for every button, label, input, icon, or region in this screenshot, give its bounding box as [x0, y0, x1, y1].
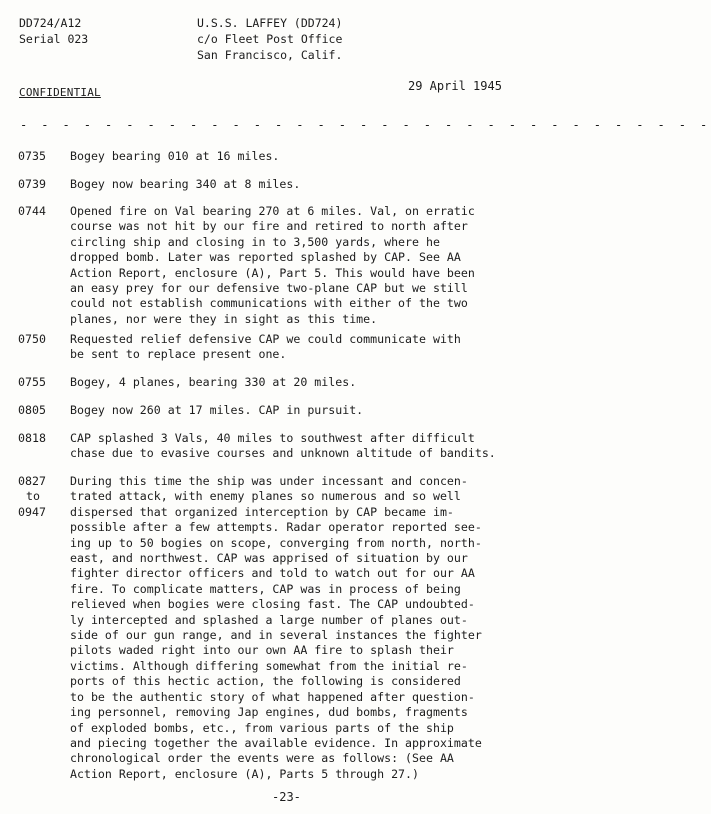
entry-time: 0755: [18, 375, 46, 389]
entry-time: 0818: [18, 431, 46, 445]
separator-line: - - - - - - - - - - - - - - - - - - - - - - - - - - - - - - - - -: [20, 118, 711, 132]
entry-line: ing personnel, removing Jap engines, dud bombs, fragments: [70, 705, 468, 720]
entry-line: fire. To complicate matters, CAP was in process of being: [70, 581, 461, 596]
entry-line: ly intercepted and splashed a large number of planes out-: [70, 612, 468, 627]
address-line: c/o Fleet Post Office: [197, 32, 343, 46]
entry-line: Bogey bearing 010 at 16 miles.: [70, 149, 280, 163]
entry-line: Opened fire on Val bearing 270 at 6 miles. Val, on erratic: [70, 204, 475, 218]
entry-line: ports of this hectic action, the following is considered: [70, 674, 461, 689]
entry-line: pilots waded right into our own AA fire to splash their: [70, 643, 454, 658]
entry-line: to be the authentic story of what happened after question-: [70, 689, 475, 704]
entry-line: side of our gun range, and in several instances the fighter: [70, 628, 482, 643]
entry-line: During this time the ship was under incessant and concen-: [70, 474, 468, 488]
entry-line: course was not hit by our fire and retired to north after: [70, 219, 468, 234]
entry-time: 0739: [18, 177, 46, 191]
entry-time: 0827: [18, 474, 46, 488]
entry-line: ing up to 50 bogies on scope, converging from north, north-: [70, 535, 482, 550]
ship-address: [197, 15, 342, 63]
page-number: -23-: [272, 790, 301, 804]
entry-time: 0805: [18, 403, 46, 417]
entry-line: circling ship and closing in to 3,500 yards, where he: [70, 234, 440, 249]
entry-line: an easy prey for our defensive two-plane CAP but we still: [70, 281, 468, 296]
entry-line: Requested relief defensive CAP we could communicate with: [70, 332, 461, 346]
entry-line: Bogey, 4 planes, bearing 330 at 20 miles.: [70, 375, 357, 389]
address-line: U.S.S. LAFFEY (DD724): [197, 16, 343, 30]
document-date: 29 April 1945: [408, 79, 502, 93]
entry-line: possible after a few attempts. Radar operator reported see-: [70, 520, 482, 535]
ref-line: Serial 023: [19, 32, 89, 46]
entry-line: could not establish communications with either of the two: [70, 296, 468, 311]
entry-line: chronological order the events were as follows: (See AA: [70, 751, 454, 766]
entry-line: relieved when bogies were closing fast. The CAP undoubted-: [70, 597, 475, 612]
entry-line: chase due to evasive courses and unknown altitude of bandits.: [70, 446, 496, 461]
address-line: San Francisco, Calif.: [197, 48, 343, 62]
entry-line: Bogey now bearing 340 at 8 miles.: [70, 177, 301, 191]
entry-time: 0744: [18, 204, 46, 218]
classification-label: CONFIDENTIAL: [19, 86, 101, 99]
entry-time: 0750: [18, 332, 46, 346]
entry-line: dropped bomb. Later was reported splashed by CAP. See AA: [70, 250, 461, 265]
entry-line: planes, nor were they in sight as this time.: [70, 311, 378, 326]
entry-time-to: to: [26, 489, 40, 504]
entry-line: dispersed that organized interception by CAP became im-: [70, 504, 454, 519]
entry-line: trated attack, with enemy planes so numerous and so well: [70, 489, 461, 504]
entry-time: 0735: [18, 149, 46, 163]
entry-line: east, and northwest. CAP was apprised of situation by our: [70, 551, 468, 566]
ref-line: DD724/A12: [19, 16, 82, 30]
entry-line: Action Report, enclosure (A), Part 5. This would have been: [70, 265, 475, 280]
entry-line: of exploded bombs, etc., from various parts of the ship: [70, 720, 454, 735]
entry-line: Bogey now 260 at 17 miles. CAP in pursuit.: [70, 403, 364, 417]
entry-line: CAP splashed 3 Vals, 40 miles to southwest after difficult: [70, 431, 475, 445]
file-reference: [19, 15, 88, 47]
entry-line: fighter director officers and told to watch out for our AA: [70, 566, 475, 581]
entry-time: 0947: [18, 504, 46, 519]
entry-line: victims. Although differing somewhat from the initial re-: [70, 658, 468, 673]
entry-line: and piecing together the available evidence. In approximate: [70, 735, 482, 750]
entry-line: be sent to replace present one.: [70, 347, 287, 362]
entry-line: Action Report, enclosure (A), Parts 5 through 27.): [70, 766, 420, 781]
